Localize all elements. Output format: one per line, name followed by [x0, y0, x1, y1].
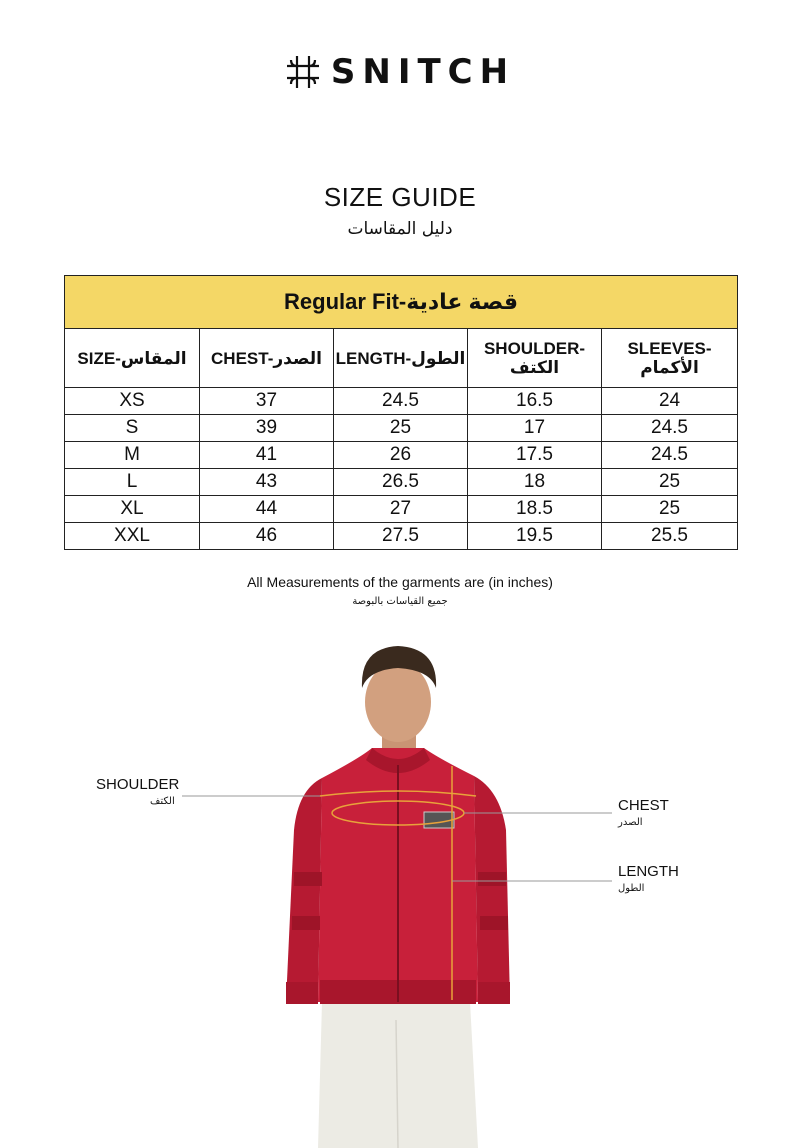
- table-cell: 18.5: [468, 496, 602, 523]
- table-cell: 17: [468, 415, 602, 442]
- table-row: [65, 388, 738, 415]
- table-row: [65, 496, 738, 523]
- page-title-ar: دليل المقاسات: [347, 219, 453, 239]
- column-header-en: SIZE-: [77, 348, 121, 368]
- table-cell: 39: [200, 415, 334, 442]
- table-cell: 24: [602, 388, 738, 415]
- table-cell: 24.5: [602, 415, 738, 442]
- table-cell: 25: [602, 496, 738, 523]
- column-header: [65, 329, 200, 388]
- table-cell: 44: [200, 496, 334, 523]
- fit-label: Regular Fit-قصة عادية: [65, 276, 738, 329]
- brand-name: SNITCH: [330, 52, 516, 92]
- table-row: [65, 442, 738, 469]
- table-cell: XXL: [65, 523, 200, 550]
- table-cell: L: [65, 469, 200, 496]
- chest-label-ar: الصدر: [618, 817, 643, 828]
- measurement-note: All Measurements of the garments are (in inches): [247, 574, 553, 590]
- table-cell: 17.5: [468, 442, 602, 469]
- hash-grid-icon: [285, 54, 321, 90]
- column-header: [602, 329, 738, 388]
- length-label-ar: الطول: [618, 883, 645, 894]
- table-cell: 16.5: [468, 388, 602, 415]
- brand-logo: [0, 52, 800, 92]
- table-row: [65, 523, 738, 550]
- column-header-en: CHEST-: [211, 348, 274, 368]
- table-cell: 41: [200, 442, 334, 469]
- column-header-en: SLEEVES-: [627, 339, 712, 358]
- table-cell: 27.5: [334, 523, 468, 550]
- table-cell: 25.5: [602, 523, 738, 550]
- length-label: LENGTH: [618, 863, 679, 880]
- column-header: [334, 329, 468, 388]
- column-header-ar: الأكمام: [640, 358, 699, 377]
- column-header-ar: الكتف: [509, 358, 560, 377]
- fit-header-row: [65, 276, 738, 329]
- table-cell: 25: [334, 415, 468, 442]
- chest-label: CHEST: [618, 797, 669, 814]
- page-title: SIZE GUIDE: [323, 182, 477, 212]
- shoulder-label: SHOULDER: [96, 776, 180, 793]
- table-cell: M: [65, 442, 200, 469]
- table-row: [65, 469, 738, 496]
- column-header-en: SHOULDER-: [483, 339, 586, 358]
- table-cell: XS: [65, 388, 200, 415]
- table-cell: 37: [200, 388, 334, 415]
- column-header-en: LENGTH-: [335, 348, 412, 368]
- column-header: [200, 329, 334, 388]
- table-cell: 19.5: [468, 523, 602, 550]
- table-cell: XL: [65, 496, 200, 523]
- table-cell: 24.5: [602, 442, 738, 469]
- table-cell: 26.5: [334, 469, 468, 496]
- column-header-ar: الصدر: [273, 348, 322, 368]
- table-cell: 46: [200, 523, 334, 550]
- table-cell: 27: [334, 496, 468, 523]
- model-illustration: [0, 630, 800, 1148]
- table-cell: 43: [200, 469, 334, 496]
- measurement-note-ar: جميع القياسات بالبوصة: [352, 596, 448, 607]
- table-cell: 18: [468, 469, 602, 496]
- table-cell: S: [65, 415, 200, 442]
- column-header-ar: المقاس: [120, 348, 187, 368]
- size-table: [64, 275, 738, 550]
- column-header: [468, 329, 602, 388]
- column-header-ar: الطول: [411, 348, 466, 368]
- model-figure: [0, 630, 800, 1148]
- table-cell: 25: [602, 469, 738, 496]
- table-body: [65, 388, 738, 550]
- shoulder-label-ar: الكتف: [150, 796, 175, 807]
- table-row: [65, 415, 738, 442]
- table-cell: 26: [334, 442, 468, 469]
- table-cell: 24.5: [334, 388, 468, 415]
- column-header-row: [65, 329, 738, 388]
